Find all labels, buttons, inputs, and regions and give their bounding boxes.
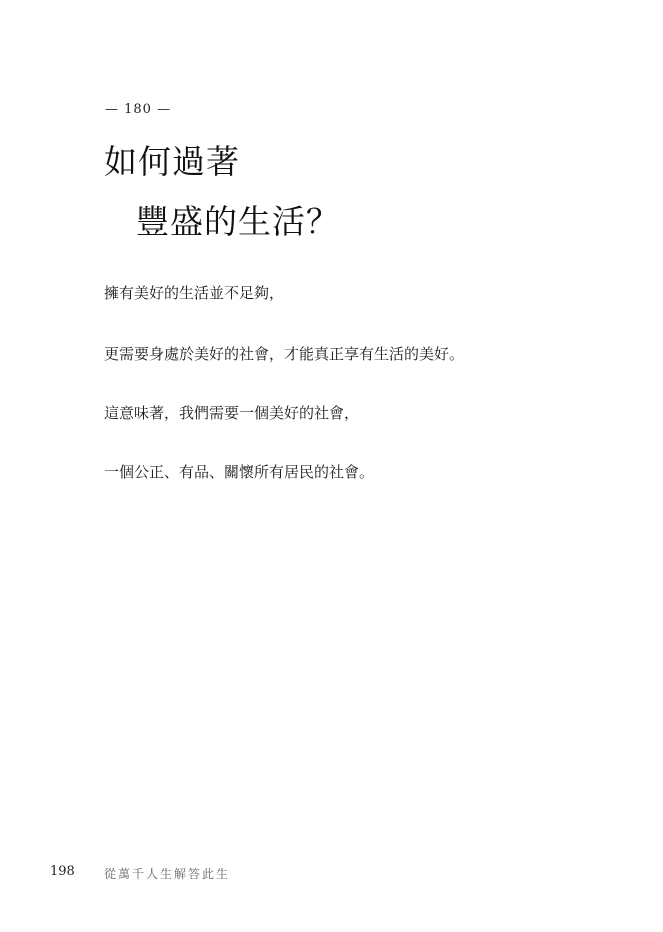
section-number: — 180 — [105, 102, 172, 117]
body-paragraph: 更需要身處於美好的社會，才能真正享有生活的美好。 [104, 345, 465, 363]
chapter-title-line-2: 豐盛的生活？ [136, 202, 340, 241]
body-paragraph: 這意味著，我們需要一個美好的社會， [104, 404, 360, 422]
running-footer-book-title: 從萬千人生解答此生 [104, 867, 231, 881]
page-number: 198 [50, 864, 75, 879]
body-paragraph: 一個公正、有品、關懷所有居民的社會。 [104, 463, 375, 481]
body-paragraph: 擁有美好的生活並不足夠， [104, 284, 285, 302]
chapter-title-line-1: 如何過著 [104, 142, 240, 181]
